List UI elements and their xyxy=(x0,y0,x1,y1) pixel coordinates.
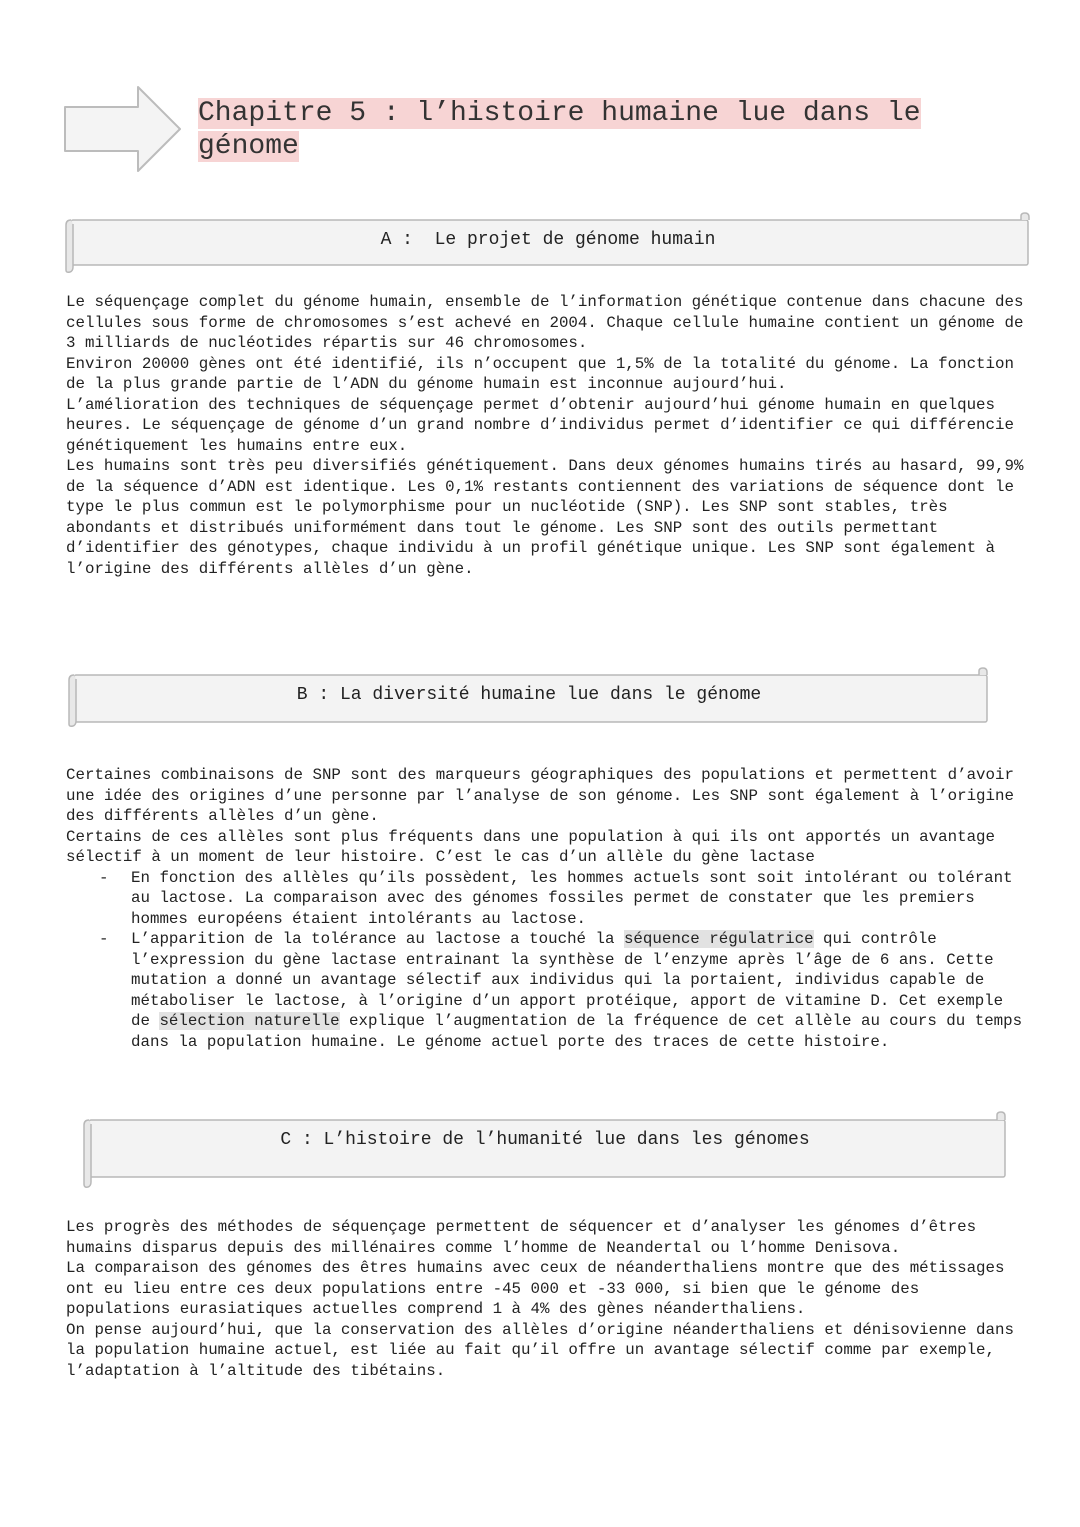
section-a-banner xyxy=(63,212,1033,274)
section-c-banner xyxy=(80,1110,1010,1192)
section-b-banner xyxy=(65,666,993,728)
section-b-heading: B : La diversité humaine lue dans le génome xyxy=(296,685,762,705)
section-c-heading: C : L’histoire de l’humanité lue dans les génomes xyxy=(280,1130,810,1150)
page-title: Chapitre 5 : l’histoire humaine lue dans le génome xyxy=(198,98,921,162)
paragraph: Les humains sont très peu diversifiés génétiquement. Dans deux génomes humains tirés au hasard, 99,9% de la séquence d’ADN est identique. Les 0,1% restants contiennent des variations de séquence dont le type le plus commun est le polymorphisme pour un nucléotide (SNP). Les SNP sont stables, très abondants et distribués uniformément dans tout le génome. Les SNP sont des outils permettant d’identifier des génotypes, chaque individu à un profil génétique unique. Les SNP sont également à l’origine des différents allèles d’un gène. xyxy=(66,457,1024,578)
highlighted-term: sélection naturelle xyxy=(159,1012,340,1030)
highlighted-term: séquence régulatrice xyxy=(623,930,814,948)
paragraph: La comparaison des génomes des êtres humains avec ceux de néanderthaliens montre que des métissages ont eu lieu entre ces deux populations entre -45 000 et -33 000, si bien que le génome des populations eurasiatiques actuelles comprend 1 à 4% des gènes néanderthaliens. xyxy=(66,1259,1005,1318)
paragraph: Certains de ces allèles sont plus fréquents dans une population à qui ils ont apportés un avantage sélectif à un moment de leur histoire. C’est le cas d’un allèle du gène lactase xyxy=(66,827,996,866)
paragraph: L’amélioration des techniques de séquençage permet d’obtenir aujourd’hui génome humain en quelques heures. Le séquençage de génome d’un grand nombre d’individus permet d’identifier ce qui différencie génétiquement les humains entre eux. xyxy=(66,395,1014,455)
paragraph: Les progrès des méthodes de séquençage permettent de séquencer et d’analyser les génomes d’êtres humains disparus depuis des millénaires comme l’homme de Neandertal ou l’homme Denisova. xyxy=(66,1218,977,1257)
paragraph: Le séquençage complet du génome humain, ensemble de l’information génétique contenue dans chacune des cellules sous forme de chromosomes s’est achevé en 2004. Chaque cellule humaine contient un génome de 3 milliards de nucléotides répartis sur 46 chromosomes. xyxy=(66,293,1024,352)
section-a-text xyxy=(66,292,1026,579)
right-arrow-icon xyxy=(62,84,184,174)
section-a-heading: A : Le projet de génome humain xyxy=(380,230,716,250)
section-b-text xyxy=(66,765,1026,1052)
paragraph: Environ 20000 gènes ont été identifié, ils n’occupent que 1,5% de la totalité du génome. La fonction de la plus grande partie de l’ADN du génome humain est inconnue aujourd’hui. xyxy=(66,354,1014,393)
list-item: - En fonction des allèles qu’ils possèdent, les hommes actuels sont soit intolérant ou tolérant au lactose. La comparaison avec des génomes fossiles permet de constater que les premiers hommes européens étaient intolérants au lactose. xyxy=(66,868,1026,930)
paragraph: Certaines combinaisons de SNP sont des marqueurs géographiques des populations et permettent d’avoir une idée des origines d’une personne par l’analyse de son génome. Les SNP sont également à l’origine des différents allèles d’un gène. xyxy=(66,766,1014,825)
list-item: - L’apparition de la tolérance au lactose a touché la séquence régulatrice qui contrôle l’expression du gène lactase entrainant la synthèse de l’enzyme après l’âge de 6 ans. Cette mutation a donné un avantage sélectif aux individus qui la portaient, individus capable de métaboliser le lactose, à l’origine d’un apport protéique, apport de vitamine D. Cet exemple de sélection naturelle explique l’augmentation de la fréquence de cet allèle au cours du temps dans la population humaine. Le génome actuel porte des traces de cette histoire. xyxy=(66,929,1026,1052)
scroll-banner-icon xyxy=(80,1110,1010,1192)
section-c-text xyxy=(66,1217,1026,1381)
paragraph: On pense aujourd’hui, que la conservation des allèles d’origine néanderthaliens et dénisovienne dans la population humaine actuel, est liée au fait qu’il offre un avantage sélectif comme par exemple, l’adaptation à l’altitude des tibétains. xyxy=(66,1320,1014,1380)
bullet-list xyxy=(66,868,1026,1053)
